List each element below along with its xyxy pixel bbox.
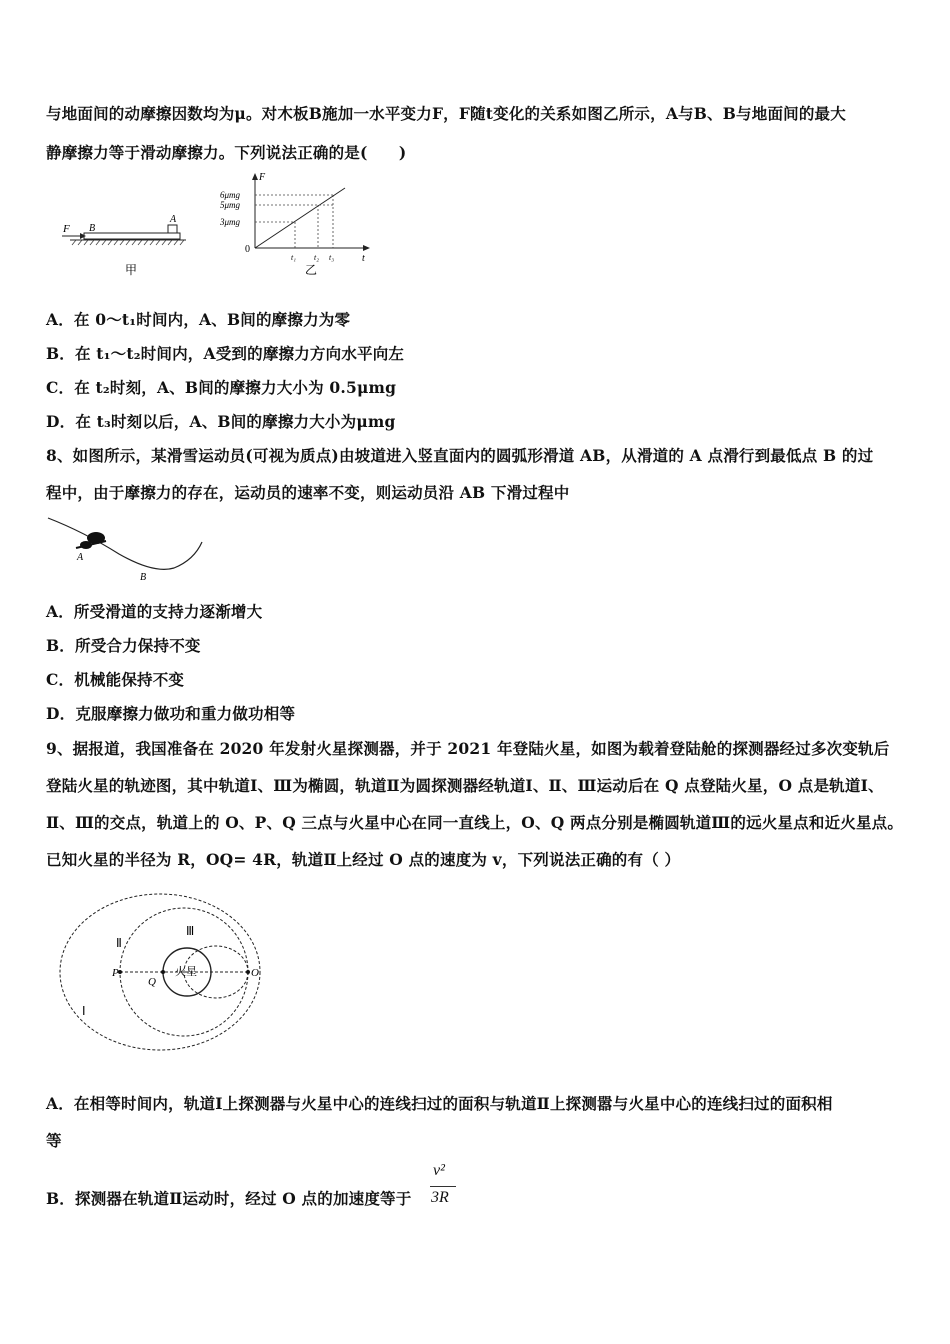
arc-track bbox=[48, 518, 202, 569]
tick-5umg: 5μmg bbox=[220, 200, 241, 210]
point-q bbox=[161, 970, 165, 974]
tick-6umg: 6μmg bbox=[220, 190, 241, 200]
f-t-line bbox=[255, 188, 345, 248]
force-arrowhead bbox=[80, 233, 86, 239]
q7-option-c: C．在 t₂时刻，A、B间的摩擦力大小为 0.5μmg bbox=[46, 378, 397, 397]
q-label: Q bbox=[148, 976, 156, 988]
q9-figure-orbits bbox=[48, 885, 293, 1055]
q9-option-b: B．探测器在轨道Ⅱ运动时，经过 O 点的加速度等于 bbox=[46, 1189, 412, 1208]
block-A bbox=[168, 225, 177, 233]
block-label: A bbox=[170, 214, 177, 225]
q9-option-a-line1: A．在相等时间内，轨道Ⅰ上探测器与火星中心的连线扫过的面积与轨道Ⅱ上探测嚣与火星中心的连线扫过的面积相 bbox=[46, 1094, 833, 1113]
q8-option-b: B．所受合力保持不变 bbox=[46, 636, 201, 655]
point-a-label: A bbox=[77, 552, 84, 563]
point-b-label: B bbox=[140, 572, 147, 583]
q7-figure-yi bbox=[215, 170, 375, 280]
t1-label: t₁ bbox=[291, 253, 297, 262]
q8-stem-line1: 8、如图所示，某滑雪运动员(可视为质点)由坡道进入竖直面内的圆弧形滑道 AB，从滑道的 A 点滑行到最低点 B 的过 bbox=[46, 446, 874, 465]
f-axis-arrow bbox=[252, 173, 258, 180]
tick-3umg: 3μmg bbox=[220, 217, 241, 227]
board-label: B bbox=[89, 223, 96, 234]
q8-option-d: D．克服摩擦力做功和重力做功相等 bbox=[46, 704, 296, 723]
q7-option-d: D．在 t₃时刻以后，A、B间的摩擦力大小为μmg bbox=[46, 412, 396, 431]
fraction-denominator: 3R bbox=[431, 1189, 449, 1206]
q7-figure-jia bbox=[60, 212, 190, 280]
q9-stem-line2: 登陆火星的轨迹图，其中轨道Ⅰ、Ⅲ为椭圆，轨道Ⅱ为圆探测器经轨道Ⅰ、Ⅱ、Ⅲ运动后在 Q 点登陆火星，O 点是轨道Ⅰ、 bbox=[46, 776, 884, 795]
skier-icon bbox=[76, 532, 106, 549]
q8-figure-slope bbox=[44, 512, 209, 587]
q9-option-a-line2: 等 bbox=[46, 1131, 62, 1150]
ground-hatch bbox=[72, 240, 184, 245]
t2-label: t₂ bbox=[314, 253, 320, 262]
t3-label: t₃ bbox=[329, 253, 335, 262]
point-o bbox=[246, 970, 250, 974]
mars-label: 火星 bbox=[175, 966, 197, 978]
q8-option-c: C．机械能保持不变 bbox=[46, 670, 185, 689]
q7-stem-line2: 静摩擦力等于滑动摩擦力。下列说法正确的是( ) bbox=[46, 143, 407, 162]
t-axis-label: t bbox=[362, 253, 365, 264]
q7-option-a: A．在 0～t₁时间内，A、B间的摩擦力为零 bbox=[46, 310, 351, 329]
f-axis-label: F bbox=[259, 172, 266, 183]
q9-stem-line4: 已知火星的半径为 R，OQ= 4R，轨道Ⅱ上经过 O 点的速度为 v，下列说法正确的有（ ） bbox=[46, 850, 681, 869]
q9-stem-line3: Ⅱ、Ⅲ的交点，轨道上的 O、P、Q 三点与火星中心在同一直线上，O、Q 两点分别是椭圆轨道Ⅲ的远火星点和近火星点。 bbox=[46, 813, 904, 832]
force-label: F bbox=[63, 223, 70, 235]
q9-stem-line1: 9、据报道，我国准备在 2020 年发射火星探测器，并于 2021 年登陆火星，如图为载着登陆舱的探测器经过多次变轨后 bbox=[46, 739, 890, 758]
q7-option-b: B．在 t₁～t₂时间内，A受到的摩擦力方向水平向左 bbox=[46, 344, 405, 363]
q9-option-b-fraction bbox=[430, 1162, 460, 1212]
orbit-i-label: Ⅰ bbox=[82, 1004, 86, 1018]
o-label: O bbox=[251, 967, 259, 979]
origin-label: 0 bbox=[245, 244, 250, 255]
orbit-iii-label: Ⅲ bbox=[186, 924, 195, 938]
fraction-bar bbox=[430, 1186, 456, 1187]
q7-stem-line1: 与地面间的动摩擦因数均为μ。对木板B施加一水平变力F，F随t变化的关系如图乙所示，A与B、B与地面间的最大 bbox=[46, 104, 846, 123]
fraction-numerator: v² bbox=[433, 1162, 445, 1179]
p-label: P bbox=[112, 967, 119, 979]
orbit-ii-label: Ⅱ bbox=[116, 936, 122, 950]
q8-stem-line2: 程中，由于摩擦力的存在，运动员的速率不变，则运动员沿 AB 下滑过程中 bbox=[46, 483, 570, 502]
figure-yi-caption: 乙 bbox=[305, 263, 318, 277]
figure-jia-caption: 甲 bbox=[125, 263, 138, 277]
t-axis-arrow bbox=[363, 245, 370, 251]
q8-option-a: A．所受滑道的支持力逐渐增大 bbox=[46, 602, 263, 621]
board-B bbox=[84, 233, 180, 239]
